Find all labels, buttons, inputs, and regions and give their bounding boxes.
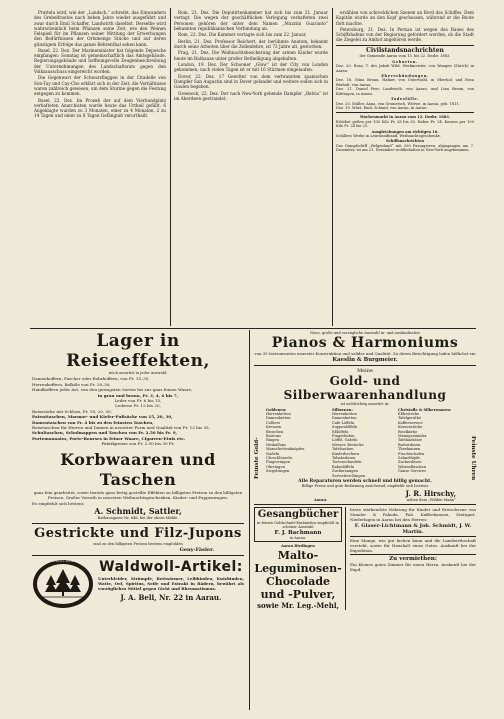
wald-title: Waldwoll-Artikel: [99,558,243,575]
gold-item: Nadeln [266,451,280,456]
gold-item: Löffel, Gabeln [332,438,358,443]
gold-item: Butterdosen [398,442,421,447]
lager-line: Reisesäcke mit Schloss, Fr. 18, 20, 30, [32,408,112,414]
lager-line: Fabrikpreise von Fr. 2.50 bis 30 Fr. [101,441,175,447]
sang-city: in Aarau. [289,535,307,540]
lager-title: Lager in Reiseeffekten, [66,331,210,371]
gold-item: Medaillons [266,442,287,447]
gold-item: Messer, Bestecke [332,442,364,447]
piano-top: Neue, große und vorzügliche Auswahl in- und ausländischer [309,331,421,335]
firm-name: A. Schmidt, Sattler, [94,505,182,516]
gold-title: Gold- und Silberwaarenhandlung [283,374,447,403]
gold-item: Ganze Services [398,469,426,474]
lager-line: Portemonnaies, Porte-Bourses in feiner Waare, Cigarren-Etuis etc. [32,435,186,441]
jupons-title: Gestrickte und Filz-Jupons [34,526,242,542]
news-paragraph: Prag, 21. Dez. Die Weihnachtsbescherung der armen Kinder wurde heute im Rathause unter großer Betheiligung abgehalten. [174,50,328,61]
gold-item: Fingerringen [266,460,291,465]
gold-col-head: Christofle & Silberwaaren: [398,407,452,412]
news-paragraph: Greenock, 22. Dez. Der nach New-York gehende Dampfer „Belvia“ ist im Aberdeen gestrandet. [174,90,328,101]
gold-items [266,412,332,474]
ship-text: Das Dampfschiff „Belgenland“ mit 200 Passagieren, abgegangen am 7. Dezember, ist am 21. Dezember wohlbehalten in New-York angekommen. [336,143,474,153]
sang-ad [254,507,346,610]
column-rule [332,8,333,326]
gold-item: Herrenketten [332,412,357,417]
civil-entry: Dez. 18. Mina Brunn, Hafner, von Unterwäld, in Oberhof, und Rosa Bärbalt, von Aarau. [336,78,474,87]
gold-repair2: Billige Preise und gute Bedienung zusichernd, empfiehlt sich bestens [301,484,429,489]
lager-line: Lederne Fr. 12 bis 20, [115,403,161,409]
tree-badge-icon [32,559,94,609]
kinder-text: beste stärkendste Nahrung für Kinder und Erwachsene von Stauder & Pabuda, Fab. Kaffeekonoen, Stuttgart. Niederlagen in Aarau bei den Herren: [350,506,476,522]
kinder-ad [346,507,476,610]
news-paragraph: Basel, 22. Dez. Im Prozeß der auf dem Vierbundplatz verhafteten Anarchisten wurde heute das Urtheil gefällt. 6 Angeklagte wurden zu 3 Monaten, einer zu 4 Monaten, 2 zu 14 Tagen und einer zu 8 Tagen Gefängniß verurtheilt. [34,97,166,119]
korb-sub: Es empfiehlt sich bestens [32,500,84,506]
lager-line: Leder von Fr. 6 bis 15, [114,398,162,404]
bottom-ads [254,507,476,610]
gold-item: Menageständer [398,434,427,439]
gold-item: Tafelaufsätze [398,438,423,443]
lotto-title: Ausgleichungen am richtigen 16. [371,129,439,134]
sang-box [254,507,342,542]
gold-col-silver [332,408,398,479]
piano-title: Pianos & Harmoniums [271,335,459,352]
rent-title: Zu vermiethen: [389,555,437,562]
gold-items [332,412,398,478]
gold-item: Cafe-Löffeln [332,420,355,425]
news-paragraph: Berlin, 21. Dez. Professor Reichert, der berühmte Anatom, bekannt durch seine Arbeiten über die Zellenlehre, ist 72 Jahre alt, gestorben. [174,38,328,49]
section-divider [30,328,476,329]
korb-text: ganz fein gearbeitet, sowie bereits ganz fertig gestellte Effekten zu billigsten Preisen zu den billigsten Preisen. Großer Vorrath in neuesten Weihnachtsgeschenken. Kinder- und Puppenwagen. [33,489,243,500]
gold-item: Brodkörbe [398,429,418,434]
divider [350,554,476,555]
gold-item: Kerzenstöcke [398,425,423,430]
lager-line: in grau und braun, Fr. 3, 4, 6 bis 7, [97,392,179,398]
news-column-3 [336,10,474,324]
kinder-sewing: Eine Mange, wie gut fachen kann und die Landwirthschaft versteht, sowie für Haushalt eines Gutes. Auskunft bei der Expedition. [350,537,476,553]
lager-line: Patenttaschen, Marmor- und Kiefer-Fußsäcke von 15, 20, 30, [32,414,173,420]
gold-shop: J. R. Hirschy, [405,488,456,498]
gold-item: Damenketten [332,416,357,421]
gold-items [398,412,464,474]
gold-item: Kreuzen [266,425,282,430]
gold-item: Siegelringen [266,469,290,474]
gold-item: Tabaksdosen [332,456,356,461]
ads-left-column [32,331,244,709]
gold-item: Broschen [266,429,284,434]
lager-line: Herrenkoffern, Balköle von Fr. 20–30, [32,381,111,387]
gold-item: Eßlöffeln [332,429,349,434]
gold-item: Uhrschlüsseln [266,456,292,461]
gold-item: Rahmlöffeln [332,464,355,469]
divider [350,536,476,537]
civil-section-head: Todesfälle. [390,97,420,102]
gold-item: Manschettenknöpfen [266,447,305,452]
civil-section-head: Eheverkündungen. [381,74,429,79]
lotto-text: Schillers Werke in Leinwandband, Weihnachtsgeschenke. [336,133,442,138]
gold-item: Fruchtschalen [398,451,425,456]
civil-section-head: Geburten. [392,59,418,64]
divider [32,523,244,524]
wald-shop: J. A. Bell, Nr. 22 in Aarau. [120,592,222,602]
gold-col-head: Silbernen: [332,407,353,412]
gold-item: Damenketten [266,416,291,421]
civil-entry: Dez. 21. Daniel Feer, Landwirth, von Aarau, und Lina Braun, von Küttingen, in Aarau. [336,87,474,96]
lager-line: Damentaschen von Fr. 4 bis zu den feinsten Taschen, [32,419,154,425]
gold-item: Servietten-Ringen [332,473,366,478]
gold-item: Zuckerzangen [332,469,358,474]
civil-title: Civilstandsnachrichten [366,46,444,54]
gold-item: Kinderbechern [332,451,360,456]
wald-badge-text: WALDWOLL-WAAREN [45,559,81,563]
news-paragraph: Die Gegenwart der Schwarzflaggen in der Citadelle von Son-Tay und Cay-Cho erklärt sich in der Zeit; die Verhältnisse waren zahlreich gewesen, um dem Sturme gegen die Festung entgegen zu kommen. [34,75,166,97]
malto-brand: Aarau Riedingen [281,544,315,549]
gold-vertical-left: Feinste Gold- [254,436,260,479]
gold-shop-row [254,498,476,502]
gold-item: Zuckerdosen [398,460,422,465]
news-paragraph: Rom, 22. Dez. Die Kammer vertagte sich bis zum 22. Januar. [178,32,307,38]
wald-body [94,559,244,602]
gold-col-gold [266,408,332,479]
news-paragraph: Petersburg, 21. Dez. In Pernau ist wegen des Baues des Schiffshafens von der Regierung gefordert worden, ob die Stadt die Ziegelei zu Amhof angehören werde. [336,26,474,43]
gold-item: Tafelsachen [332,447,354,452]
gold-item: Tortenschaufeln [332,460,362,465]
civil-entry: Dez. 20. Rosa, T. des Jakob Wild, Werkmeister, von Wangen (Zürich) in Aarau. [336,64,474,73]
civil-entry: Dez. 20. Müller, Anna, von Grometsch, Wittwe, in Aarau, geb. 1811. [336,101,460,106]
gold-item: Ringen [266,438,279,443]
divider [254,504,476,505]
news-column-1 [34,10,166,324]
news-column-2 [174,10,328,324]
gold-item: Herrenketten [266,412,291,417]
gold-item: Wärmeflaschen [398,464,426,469]
sang-text: in feinen Goldschnitt-Einbänden empfiehlt in schöner Auswahl [257,520,339,530]
jupons-shop: Geny-Fäsler. [179,546,214,553]
lager-line: Schultaschen, Schulmappen und Taschen von Fr. 2.50 bis Fr. 9, [32,430,177,436]
lager-line: Damenkoffern, Fascher oder Rohrkoffern, von Fr. 15–35, [32,376,150,382]
korb-title: Korbwaaren und Taschen [60,449,216,489]
wald-badge [32,559,94,609]
firm-address: Rathausgasse Nr. 648, bei der obern Mühle. [97,515,179,520]
ad-column-rule [249,330,250,710]
news-paragraph: Dover, 22. Dez. 17 Gewitter von dem verbrannten spanischen Dampfer San Augustin sind in Dover gelandet und weitere sollen sich in Gaulen begeben. [174,73,328,90]
news-paragraph: Prattelu wird, wie der „Landsch.“ schreibt, das Einwandern des Grebelfrautes nach heben Jahre wieder ausgeführt und zwar durch Emil Schaffer, Landwirth daselbst. Derselbe wird wahrscheinlich beim Pflanzen seine Zeit, wie den Weinen Felspieß für im Pflanzen seiner Mittlung der Erwerbungen den Bedürfnissen der Ortsmenge Stücke und auf deren günstigem Erfolge das ganze Rehrenthal sehen kann. [34,10,166,47]
gold-item: Sahneltöpfe [398,456,420,461]
ship-title: Schiffsnachrichten [385,139,425,144]
column-rule [170,8,171,326]
lager-line: Handkoffern jeder Art, von den geringsten Sorten bis zur ganz feinen Waare, [32,387,193,393]
lager-subtitle: reich assortirt in jeder Auswahl: [108,371,168,375]
gold-item: Eßbestecke [398,412,420,417]
malto-title: Malto-Leguminosen-Chocolade und -Pulver, [254,548,342,601]
gold-sub: ist wohlrichtig assortirt in: [340,402,390,407]
malto-shop: sowie Mr. Leg.-Mehl, [257,600,339,610]
sang-shop: F. J. Bachmann [274,529,322,536]
gold-item: Ohrringen [266,464,285,469]
gold-city: Aarau. [314,497,328,502]
divider [336,112,474,113]
gold-vertical-right: Feinste Uhren [470,435,476,480]
gold-item: Tafelgeräthe [398,416,422,421]
lager-list [32,376,244,446]
gold-item: Boutons [266,434,281,439]
ads-right-column [254,331,476,709]
gold-repair: Alle Reparaturen werden schnell und billig gemacht. [298,479,432,485]
wald-text: Unterkleider, Strümpfe, Bettwärmer, Leibbinden, Kniebinden, Watte, Oel, Spiritus, Seife und Extrakt in Bädern, bewährt als vorzügliches Mittel gegen Gicht und Rheumatismus. [98,575,244,591]
news-paragraph: Rom, 21. Dez. Die Deputirtenkammer hat sich bis zum 21. Januar vertagt. Die wegen der geschäftlichen Verlegung verhafteten zwei Personen gehören der unter dem Namen „Muzzini Guaranto“ bekannten republikanischen Verbindung an. [174,10,328,31]
wald-ad [32,559,244,609]
divider [336,45,474,46]
gold-list [254,408,476,479]
piano-text: von 35 Instrumenten neuester Konstruktion und solider und Qualität. Zu deren Besichtigung laden höflichst ein [254,351,476,357]
kinder-dealers: F. Glaser-Lichtmann & Joh. Schmidt, J. W. Martin. [354,522,472,535]
lager-line: Reisetaschen für Herren und Damen in neuester Form und Qualität von Fr. 12 bis 35, [32,425,210,431]
divider [254,365,476,366]
news-paragraph: erzählen von schrecklichen Szenen an Bord des Schiffes. Dem Kapitän wurde an den Kopf geschossen, während er die Boote flott machte. [336,10,474,26]
sang-title: Gesangbücher [257,508,339,520]
civil-subtitle: der Gemeinde Aarau vom 15. bis 22. Dezbr. 1883. [359,54,451,59]
gold-col-head: Goldenen: [266,407,287,412]
market-title: Wochenmarkt in Aarau vom 12. Dezbr. 1883. [359,115,450,120]
news-paragraph: London, 19. Dez. Der Schooner „Glow“ ist der City von London gekommen; nach vielen Tagen ist er mit 16 Stürmen eingelaufen. [174,62,328,73]
gold-shop-address: neben dem „Wilden Mann“ [406,497,456,502]
civil-entry: Dez. 19. Wüst, Emil, Schmid, von Aarau, in Aarau. [336,105,428,110]
gold-item: Theekannen [398,447,421,452]
piano-shop: Kaeslin & Burgmeier. [332,357,398,364]
gold-item: Kaffeeservice [398,420,423,425]
gold-item: Colliers [266,420,281,425]
news-paragraph: Basel, 22. Dez. Der Marineminister hat folgende Depesche empfangen: Sonntag ist gemeinschaftlich das Amtsgebäude, Regierungsgebäude und hoffnungsvolle Zeugenbeschreibung der Unternehmungen des Landschaftsrats gegen den Volksausschuss eingereicht worden. [34,47,166,74]
market-text: Erhöhet gelten per 100 Kilo Fr. 28 bis 30. Haber Fr. 24. Kernen per 100 Kilo Fr. 24 bis 25. [336,119,474,129]
gold-item: Suppenlöffeln [332,425,358,430]
gold-col-christofle [398,408,464,479]
gold-item: Fingerhüten [332,434,355,439]
jupons-sub: sind zu den billigsten Preisen bestens empfohlen [93,542,183,547]
divider [32,555,244,556]
rent-text: Ein kleines gutes Zimmer für einen Herrn. Auskunft bei der Expd. [350,561,476,572]
gold-pre: Meine [357,368,373,375]
